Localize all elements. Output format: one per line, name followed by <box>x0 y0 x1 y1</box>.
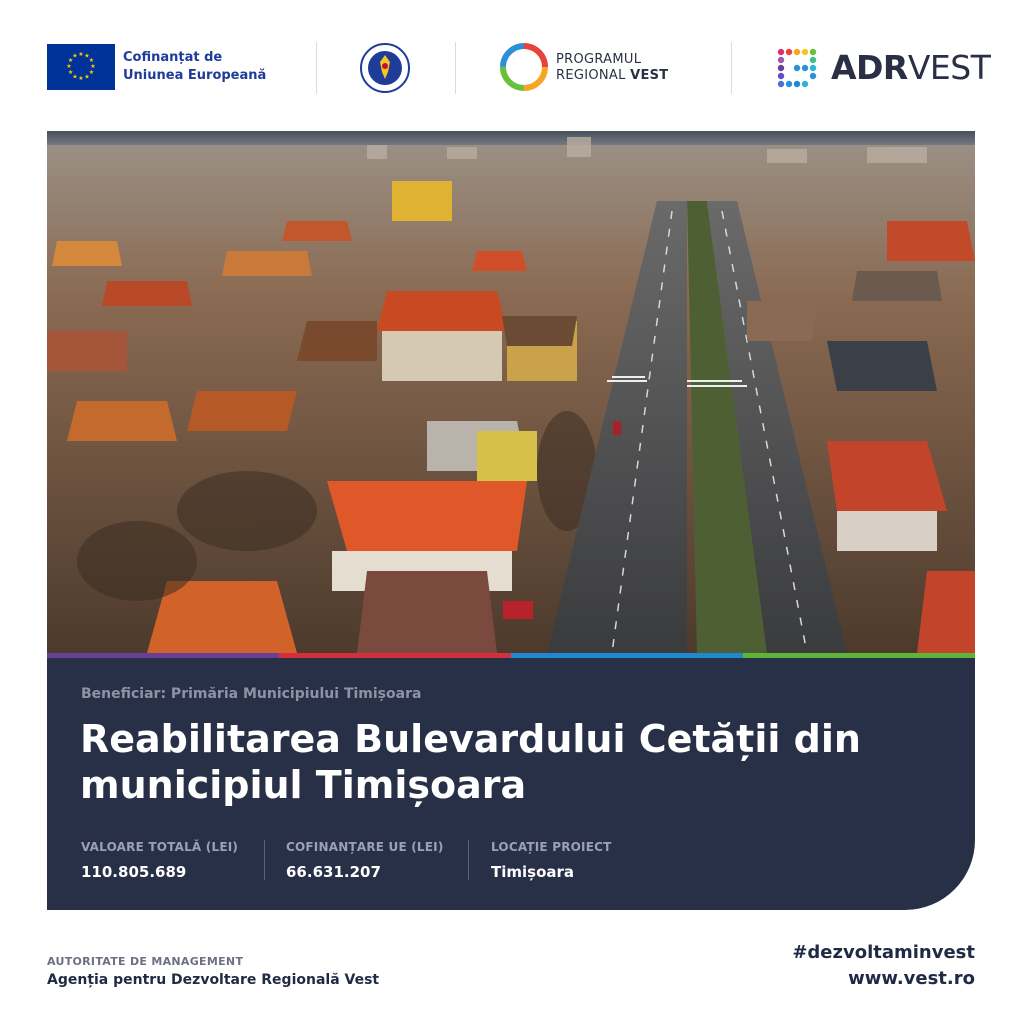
logo-separator <box>731 42 732 94</box>
svg-text:★: ★ <box>78 51 84 58</box>
eu-flag-icon <box>47 44 115 90</box>
logo-separator <box>455 42 456 94</box>
project-title: Reabilitarea Bulevardului Cetății din municipiul Timișoara <box>80 717 861 807</box>
adr-text-light: VEST <box>907 48 991 87</box>
svg-text:★: ★ <box>90 63 96 70</box>
eu-text-line1: Cofinanțat de <box>123 50 223 65</box>
stat-separator <box>264 840 265 880</box>
svg-text:★: ★ <box>67 57 74 64</box>
svg-text:★: ★ <box>88 69 95 76</box>
stat-eu-cofinancing <box>286 840 444 881</box>
stat-value: 110.805.689 <box>81 863 187 881</box>
prv-text-vest: VEST <box>630 68 669 83</box>
stat-label: VALOARE TOTALĂ (LEI) <box>81 840 239 854</box>
aerial-city-photo <box>47 131 975 653</box>
adr-vest-dots-logo-icon <box>775 46 819 90</box>
programul-regional-vest-text <box>556 52 668 84</box>
website-link[interactable]: www.vest.ro <box>848 968 975 989</box>
stat-total-value <box>81 840 238 881</box>
stat-project-location <box>491 840 612 881</box>
svg-text:★: ★ <box>67 69 74 76</box>
management-authority-label: AUTORITATE DE MANAGEMENT <box>47 955 244 968</box>
stat-label: COFINANȚARE UE (LEI) <box>286 840 444 854</box>
stat-separator <box>468 840 469 880</box>
eu-cofinancing-text <box>123 49 266 85</box>
svg-text:★: ★ <box>84 52 90 60</box>
svg-text:★: ★ <box>72 73 78 81</box>
logo-separator <box>316 42 317 94</box>
svg-text:★: ★ <box>78 75 84 82</box>
management-authority-name: Agenția pentru Dezvoltare Regională Vest <box>47 972 380 988</box>
adr-vest-logo-text <box>831 48 990 88</box>
programul-regional-vest-logo-icon <box>500 43 548 91</box>
romanian-government-seal-icon <box>359 42 411 94</box>
hashtag-link[interactable]: #dezvoltaminvest <box>792 942 975 963</box>
eu-text-line2: Uniunea Europeană <box>123 68 267 83</box>
prv-text-line1: PROGRAMUL <box>556 52 642 67</box>
stat-label: LOCAȚIE PROIECT <box>491 840 612 854</box>
stat-value: Timișoara <box>491 863 575 881</box>
project-info-panel <box>47 658 975 910</box>
svg-text:★: ★ <box>72 52 78 60</box>
beneficiary-text: Beneficiar: Primăria Municipiului Timișoara <box>81 686 422 702</box>
svg-text:★: ★ <box>66 63 72 70</box>
prv-text-regional: REGIONAL <box>556 68 631 83</box>
adr-text-bold: ADR <box>831 48 908 87</box>
prv-text-line2 <box>556 68 668 84</box>
svg-text:★: ★ <box>84 73 90 81</box>
logo-bar <box>0 0 1024 130</box>
svg-text:★: ★ <box>88 57 95 64</box>
stat-value: 66.631.207 <box>286 863 381 881</box>
